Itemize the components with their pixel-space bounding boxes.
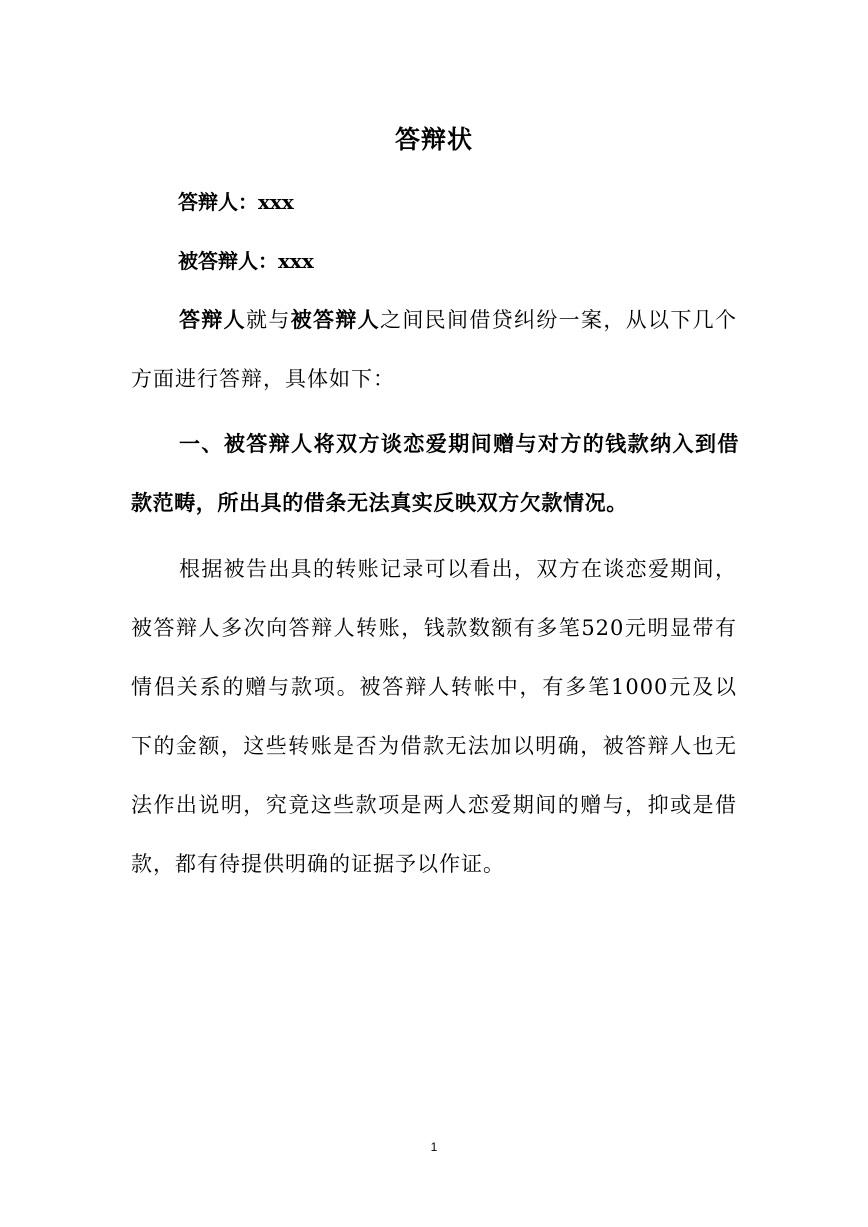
intro-text-2: 之间民间借贷纠纷一案，从以下几个方面进行答辩，具体如下： — [131, 308, 738, 391]
intro-paragraph — [131, 290, 737, 409]
respondent-line: 答辩人：xxx — [178, 190, 294, 214]
respondent-term: 答辩人 — [179, 307, 246, 332]
document-title: 答辩状 — [394, 125, 473, 154]
claimant-line: 被答辩人：xxx — [178, 249, 314, 273]
claimant-term: 被答辩人 — [290, 307, 381, 332]
intro-text-1: 就与 — [246, 308, 291, 332]
page-number: 1 — [430, 1140, 438, 1154]
section-1-body: 根据被告出具的转账记录可以看出，双方在谈恋爱期间，被答辩人多次向答辩人转账，钱款数额有多笔520元明显带有情侣关系的赠与款项。被答辩人转帐中，有多笔1000元及以下的金额，这些转账是否为借款无法加以明确，被答辩人也无法作出说明，究竟这些款项是两人恋爱期间的赠与，抑或是借款，都有待提供明确的证据予以作证。 — [131, 557, 737, 876]
section-1-heading: 一、被答辩人将双方谈恋爱期间赠与对方的钱款纳入到借款范畴，所出具的借条无法真实反映双方欠款情况。 — [131, 431, 739, 515]
